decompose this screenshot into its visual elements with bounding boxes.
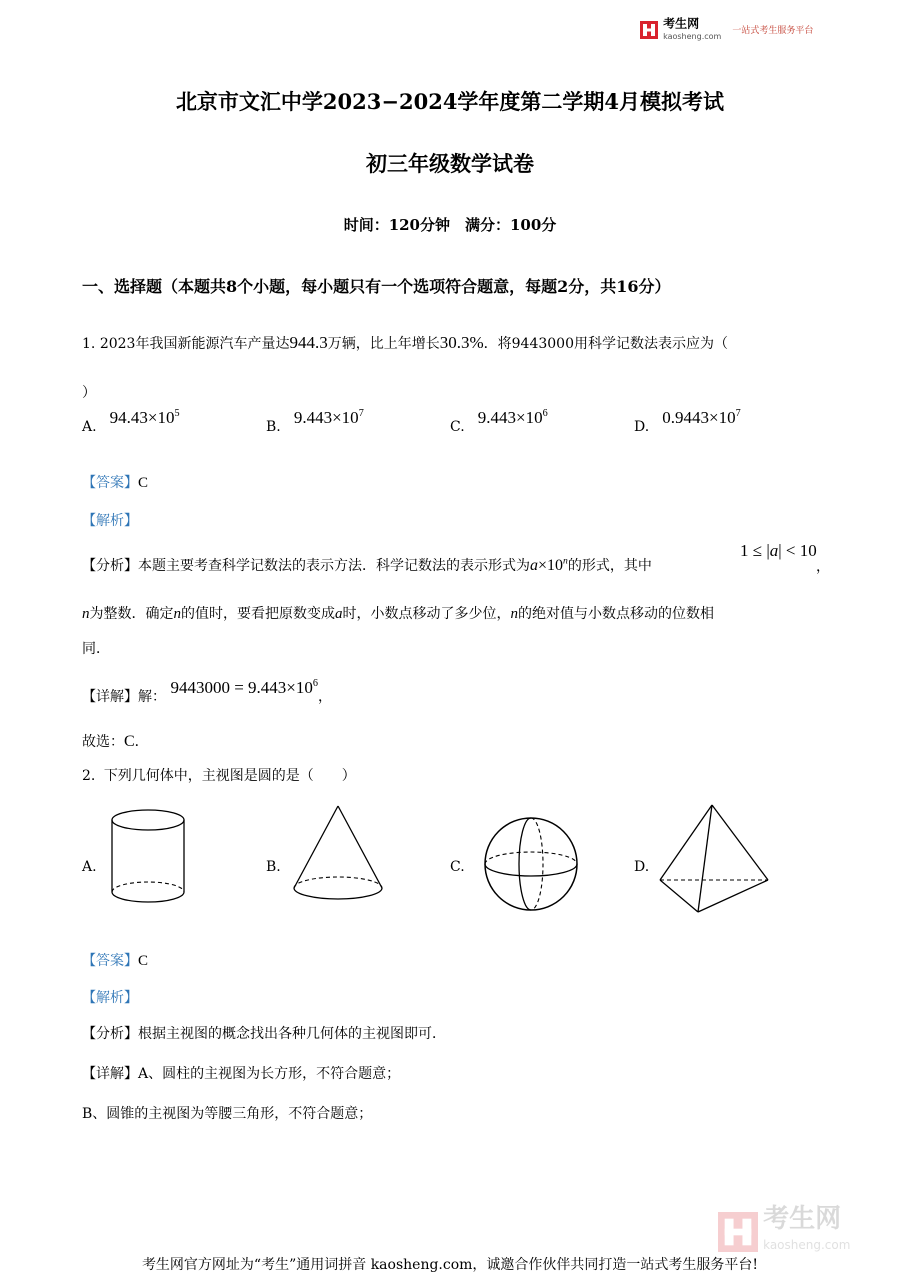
top-logo xyxy=(640,18,813,40)
q2-stem: 2. 下列几何体中，主视图是圆的是（ ） xyxy=(82,768,356,784)
brand-logo-icon xyxy=(640,21,658,39)
sphere-icon xyxy=(482,815,582,915)
q2-option-a-label: A. xyxy=(82,859,97,875)
brand-domain: kaosheng.com xyxy=(663,31,722,41)
q1-value-a: 944.3 xyxy=(289,333,328,352)
option-value: $94.43\times 10^5$ xyxy=(109,407,180,427)
option-label: B. xyxy=(266,419,281,435)
answer-tag: 【答案】 xyxy=(82,475,138,491)
option-value: $9.443\times 10^7$ xyxy=(293,407,364,427)
q1-comma: ， xyxy=(816,559,830,575)
page-title: 北京市文汇中学2023−2024学年度第二学期4月模拟考试 xyxy=(175,89,725,114)
page-footer: 考生网官方网址为“考生”通用词拼音 kaosheng.com，诚邀合作伙伴共同打造一站式考生服务平台! xyxy=(141,1257,759,1273)
answer-value: C xyxy=(138,953,149,969)
detail-label: 【详解】解： xyxy=(82,689,166,705)
q2-detail-a: 【详解】A、圆柱的主视图为长方形，不符合题意； xyxy=(82,1066,401,1082)
q1-stem xyxy=(82,333,728,353)
q1-analysis-tag: 【解析】 xyxy=(82,513,138,529)
tetrahedron-icon xyxy=(656,800,772,918)
option-label: D. xyxy=(634,419,650,435)
exam-time-info: 时间：120分钟 满分：100分 xyxy=(343,216,557,234)
analysis-label: 【分析】 xyxy=(82,558,138,574)
q1-stem-close: ） xyxy=(82,385,96,401)
page-subtitle: 初三年级数学试卷 xyxy=(366,151,534,176)
section-heading: 一、选择题（本题共8个小题，每小题只有一个选项符合题意，每题2分，共16分） xyxy=(82,277,671,296)
q2-answer xyxy=(82,950,148,970)
q1-stem-a: 2023年我国新能源汽车产量达 xyxy=(99,336,290,352)
q1-option-b xyxy=(266,407,364,436)
q1-analysis-line3: 同． xyxy=(82,641,110,657)
option-label: C. xyxy=(450,419,465,435)
q1-answer xyxy=(82,472,148,492)
cylinder-icon xyxy=(104,804,194,910)
q1-option-d xyxy=(634,407,741,436)
q2-analysis: 【分析】根据主视图的概念找出各种几何体的主视图即可． xyxy=(82,1026,446,1042)
brand-name: 考生网 xyxy=(663,16,700,31)
answer-tag: 【答案】 xyxy=(82,953,138,969)
q1-value-b: 30.3% xyxy=(439,333,484,352)
q1-analysis: 【分析】本题主要考查科学记数法的表示方法．科学记数法的表示形式为$a\times 10^n$的形式，其中 xyxy=(82,555,652,574)
q2-option-c-label: C. xyxy=(450,859,465,875)
cone-icon xyxy=(288,800,388,910)
q1-option-c xyxy=(450,407,548,436)
q1-detail: 【详解】解： $9443000 = 9.443\times 10^6$， xyxy=(82,677,332,705)
detail-equation: $9443000 = 9.443\times 10^6$ xyxy=(170,677,318,697)
q2-analysis-tag: 【解析】 xyxy=(82,990,138,1006)
watermark-name: 考生网 xyxy=(763,1204,842,1234)
sci-notation-form: $a\times 10^n$ xyxy=(530,555,568,574)
option-value: $9.443\times 10^6$ xyxy=(477,407,548,427)
watermark-domain: kaosheng.com xyxy=(763,1238,851,1252)
option-value: $0.9443\times 10^7$ xyxy=(662,407,741,427)
q2-option-b-label: B. xyxy=(266,859,281,875)
brand-slogan: 一站式考生服务平台 xyxy=(732,26,814,37)
q1-analysis-line2: n为整数．确定n的值时，要看把原数变成a时，小数点移动了多少位，n的绝对值与小数点移动的位数相 xyxy=(82,606,714,622)
q1-number: 1. xyxy=(82,336,96,352)
q1-stem-c: ．将9443000用科学记数法表示应为（ xyxy=(483,336,728,352)
q2-number: 2. xyxy=(82,768,96,784)
q1-option-a xyxy=(82,407,180,436)
q2-detail-b: B、圆锥的主视图为等腰三角形，不符合题意； xyxy=(82,1106,373,1122)
q1-condition: 1 ≤ |a| < 10 xyxy=(740,541,817,560)
watermark xyxy=(718,1204,851,1256)
answer-value: C xyxy=(138,475,149,491)
q1-conclusion: 故选：C． xyxy=(82,733,149,750)
q1-stem-b: 万辆，比上年增长 xyxy=(327,336,440,352)
option-label: A. xyxy=(82,419,97,435)
watermark-logo-icon xyxy=(718,1212,758,1252)
q2-option-d-label: D. xyxy=(634,859,650,875)
